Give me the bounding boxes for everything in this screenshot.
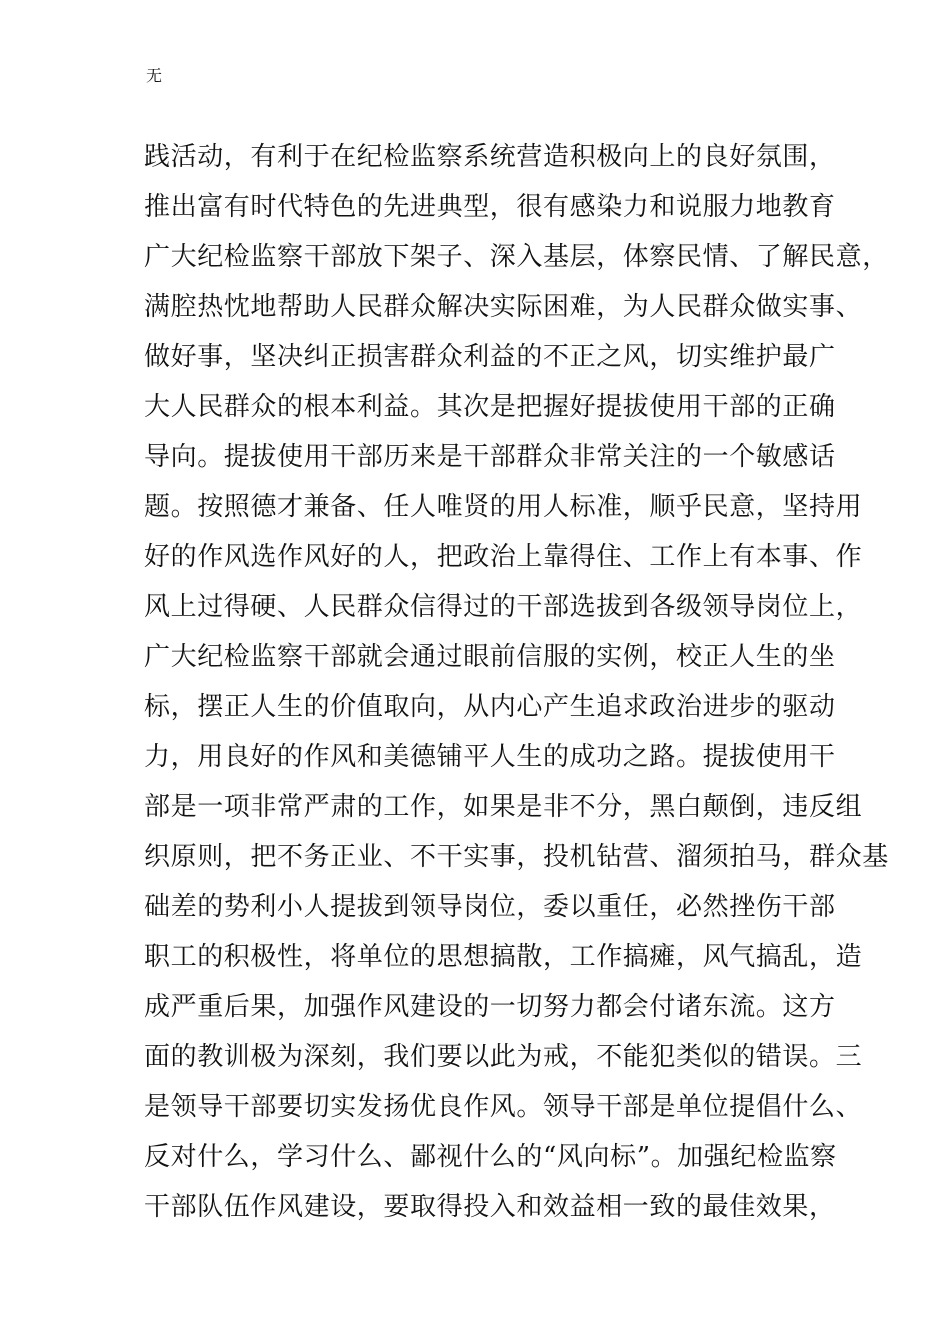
text-line: 础差的势利小人提拔到领导岗位，委以重任，必然挫伤干部 xyxy=(144,892,836,922)
text-line: 广大纪检监察干部放下架子、深入基层，体察民情、了解民意， xyxy=(144,242,889,272)
text-line: 是领导干部要切实发扬优良作风。领导干部是单位提倡什么、 xyxy=(144,1092,863,1122)
text-line: 成严重后果，加强作风建设的一切努力都会付诸东流。这方 xyxy=(144,992,836,1022)
text-line: 推出富有时代特色的先进典型，很有感染力和说服力地教育 xyxy=(144,192,836,222)
text-line: 干部队伍作风建设，要取得投入和效益相一致的最佳效果， xyxy=(144,1192,836,1222)
text-line: 反对什么，学习什么、鄙视什么的“风向标”。加强纪检监察 xyxy=(144,1142,837,1172)
text-line: 面的教训极为深刻，我们要以此为戒，不能犯类似的错误。三 xyxy=(144,1042,863,1072)
text-line: 风上过得硬、人民群众信得过的干部选拔到各级领导岗位上， xyxy=(144,592,863,622)
text-line: 践活动，有利于在纪检监察系统营造积极向上的良好氛围， xyxy=(144,142,836,172)
text-line: 部是一项非常严肃的工作，如果是非不分，黑白颠倒，违反组 xyxy=(144,792,863,822)
text-line: 导向。提拔使用干部历来是干部群众非常关注的一个敏感话 xyxy=(144,442,836,472)
text-line: 织原则，把不务正业、不干实事，投机钻营、溜须拍马，群众基 xyxy=(144,842,889,872)
page-header-label: 无 xyxy=(146,66,163,85)
text-line: 满腔热忱地帮助人民群众解决实际困难，为人民群众做实事、 xyxy=(144,292,863,322)
text-line: 职工的积极性，将单位的思想搞散，工作搞瘫，风气搞乱，造 xyxy=(144,942,863,972)
text-line: 做好事，坚决纠正损害群众利益的不正之风，切实维护最广 xyxy=(144,342,836,372)
text-line: 大人民群众的根本利益。其次是把握好提拔使用干部的正确 xyxy=(144,392,836,422)
text-line: 广大纪检监察干部就会通过眼前信服的实例，校正人生的坐 xyxy=(144,642,836,672)
text-line: 力，用良好的作风和美德铺平人生的成功之路。提拔使用干 xyxy=(144,742,836,772)
text-line: 好的作风选作风好的人，把政治上靠得住、工作上有本事、作 xyxy=(144,542,863,572)
body-text xyxy=(144,132,889,1232)
text-line: 标，摆正人生的价值取向，从内心产生追求政治进步的驱动 xyxy=(144,692,836,722)
text-line: 题。按照德才兼备、任人唯贤的用人标准，顺乎民意，坚持用 xyxy=(144,492,863,522)
